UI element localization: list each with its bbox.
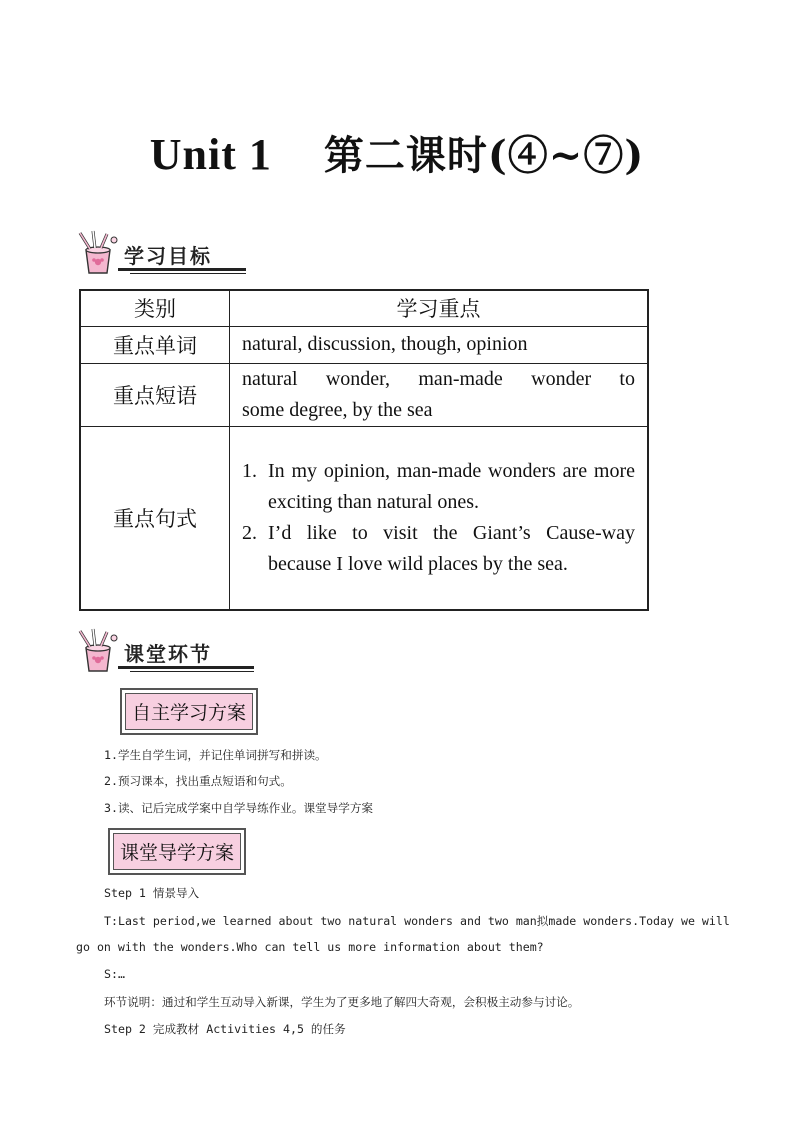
class-section-heading bbox=[74, 628, 254, 674]
pencil-cup-icon bbox=[74, 628, 122, 674]
guided-label-box bbox=[108, 828, 246, 875]
row-category: 重点单词 bbox=[80, 326, 230, 363]
self-study-label: 自主学习方案 bbox=[125, 693, 253, 730]
heading-underline-thin bbox=[130, 671, 254, 672]
sentence-text: In my opinion, man-made wonders are more exciting than natural ones. bbox=[268, 459, 635, 513]
lesson-label: 第二课时(④~⑦) bbox=[323, 132, 645, 179]
teacher-line: go on with the wonders.Who can tell us more information about them? bbox=[76, 940, 544, 954]
table-header-row bbox=[80, 290, 648, 326]
sentence-text: I’d like to visit the Giant’s Cause-way because I love wild places by the sea. bbox=[268, 521, 635, 575]
sentence-number: 2. bbox=[242, 521, 257, 544]
goals-section-heading bbox=[74, 230, 246, 276]
step-note: 环节说明：通过和学生互动导入新课，学生为了更多地了解四大奇观，会积极主动参与讨论。 bbox=[104, 995, 580, 1009]
heading-underline bbox=[118, 268, 246, 271]
header-category: 类别 bbox=[80, 290, 230, 326]
teacher-line: T:Last period,we learned about two natural wonders and two man拟made wonders.Today we will bbox=[104, 914, 730, 928]
sentence-number: 1. bbox=[242, 459, 257, 482]
page-title bbox=[0, 124, 794, 181]
phrase-line: natural wonder, man-made wonder to bbox=[242, 367, 635, 390]
row-content: natural, discussion, though, opinion bbox=[230, 326, 649, 363]
self-study-label-box bbox=[120, 688, 258, 735]
header-focus: 学习重点 bbox=[230, 290, 649, 326]
goals-heading-label: 学习目标 bbox=[124, 244, 212, 268]
step1-heading: Step 1 情景导入 bbox=[104, 886, 200, 900]
self-study-item: 2.预习课本，找出重点短语和句式。 bbox=[104, 774, 292, 788]
goals-table bbox=[79, 289, 649, 611]
phrase-line: some degree, by the sea bbox=[242, 398, 433, 421]
unit-label: Unit 1 bbox=[149, 130, 272, 179]
class-heading-label: 课堂环节 bbox=[124, 642, 212, 666]
row-content bbox=[230, 426, 649, 610]
student-line: S:… bbox=[104, 967, 125, 981]
table-row bbox=[80, 363, 648, 426]
self-study-item: 3.读、记后完成学案中自学导练作业。课堂导学方案 bbox=[104, 801, 374, 815]
heading-underline bbox=[118, 666, 254, 669]
table-row bbox=[80, 426, 648, 610]
sentence-list bbox=[242, 456, 635, 580]
step2-heading: Step 2 完成教材 Activities 4,5 的任务 bbox=[104, 1022, 346, 1036]
self-study-item: 1.学生自学生词，并记住单词拼写和拼读。 bbox=[104, 748, 327, 762]
table-row bbox=[80, 326, 648, 363]
heading-underline-thin bbox=[130, 273, 246, 274]
sentence-item bbox=[242, 456, 635, 518]
sentence-item bbox=[242, 518, 635, 580]
pencil-cup-icon bbox=[74, 230, 122, 276]
row-category: 重点句式 bbox=[80, 426, 230, 610]
guided-label: 课堂导学方案 bbox=[113, 833, 241, 870]
row-content bbox=[230, 363, 649, 426]
row-category: 重点短语 bbox=[80, 363, 230, 426]
